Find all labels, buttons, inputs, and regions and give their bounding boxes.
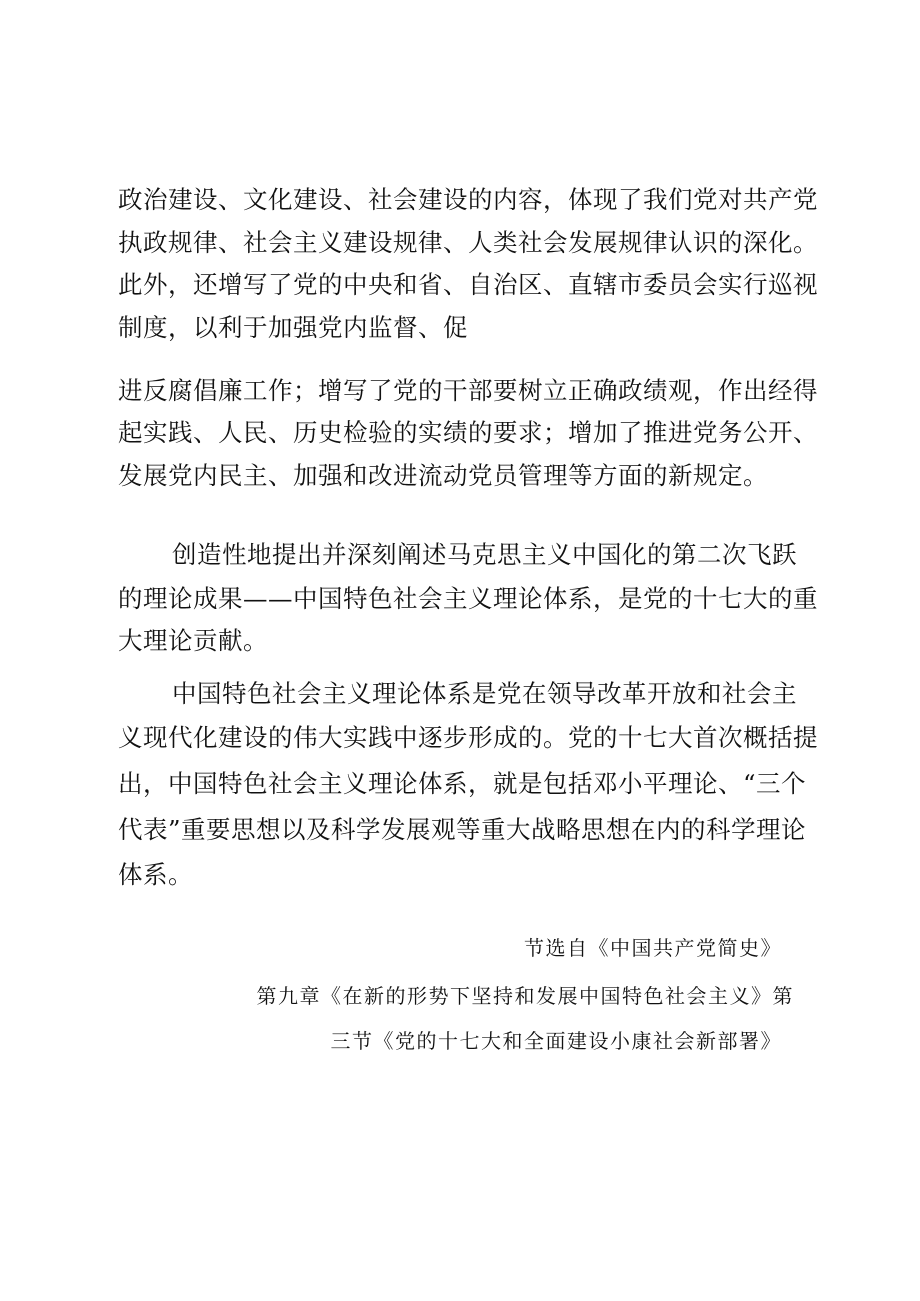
text-line: 体系。 (118, 860, 193, 889)
text-line: 的理论成果——中国特色社会主义理论体系，是党的十七大的重 (118, 584, 818, 613)
text-line: 此外，还增写了党的中央和省、自治区、直辖市委员会实行巡视 (118, 270, 818, 299)
text-line: 执政规律、社会主义建设规律、人类社会发展规律认识的深化。 (118, 228, 818, 257)
text-line: 义现代化建设的伟大实践中逐步形成的。党的十七大首次概括提 (118, 723, 818, 752)
text-line: 发展党内民主、加强和改进流动党员管理等方面的新规定。 (118, 461, 768, 490)
text-line: 进反腐倡廉工作；增写了党的干部要树立正确政绩观，作出经得 (118, 376, 818, 405)
text-line: 中国特色社会主义理论体系是党在领导改革开放和社会主 (172, 679, 797, 708)
text-line: 代表”重要思想以及科学发展观等重大战略思想在内的科学理论 (118, 815, 807, 844)
citation-line: 第九章《在新的形势下坚持和发展中国特色社会主义》第 (256, 984, 794, 1008)
citation-line: 三节《党的十七大和全面建设小康社会新部署》 (330, 1029, 782, 1053)
text-line: 大理论贡献。 (118, 626, 268, 655)
text-line: 起实践、人民、历史检验的实绩的要求；增加了推进党务公开、 (118, 418, 818, 447)
text-line: 政治建设、文化建设、社会建设的内容，体现了我们党对共产党 (118, 185, 818, 214)
citation-line: 节选自《中国共产党简史》 (524, 936, 782, 960)
text-line: 制度，以利于加强党内监督、促 (118, 313, 468, 342)
text-line: 创造性地提出并深刻阐述马克思主义中国化的第二次飞跃 (172, 540, 797, 569)
text-line: 出，中国特色社会主义理论体系，就是包括邓小平理论、“三个 (118, 769, 807, 798)
